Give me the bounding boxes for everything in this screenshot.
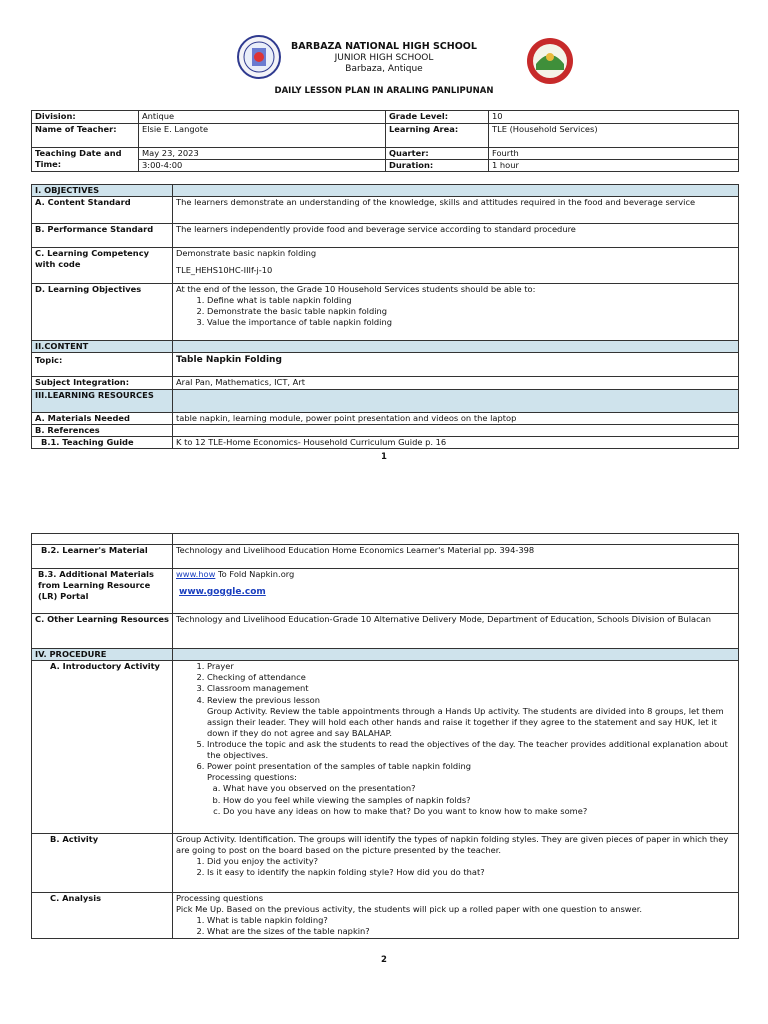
learning-objectives-intro: At the end of the lesson, the Grade 10 Household Services students should be able to:	[176, 284, 536, 294]
resources-section: III.LEARNING RESOURCES	[32, 390, 173, 413]
area-label: Learning Area:	[386, 124, 489, 148]
intro-item: 5. Introduce the topic and ask the students to read the objectives of the day. The teacher provides additional explanation about the objectives.	[207, 739, 735, 761]
quarter-value: Fourth	[489, 148, 739, 160]
google-link[interactable]: www.goggle.com	[179, 587, 266, 597]
teaching-guide-label: B.1. Teaching Guide	[32, 437, 173, 449]
integration-label: Subject Integration:	[32, 377, 173, 390]
content-standard: The learners demonstrate an understanding of the knowledge, skills and attitudes required in the food and beverage service	[173, 197, 739, 224]
content-section: II.CONTENT	[32, 341, 173, 353]
duration-value: 1 hour	[489, 160, 739, 172]
topic-label: Topic:	[32, 353, 173, 377]
howto-link-text: To Fold Napkin.org	[215, 569, 295, 579]
references-label: B. References	[32, 425, 173, 437]
analysis-processing: Processing questions	[176, 893, 264, 903]
analysis-question: 2. What are the sizes of the table napkin?	[207, 926, 735, 937]
intro-item: 6. Power point presentation of the samples of table napkin folding	[207, 761, 735, 772]
objective-item: 3. Value the importance of table napkin folding	[207, 317, 735, 328]
school-name: BARBAZA NATIONAL HIGH SCHOOL	[291, 41, 477, 52]
competency: Demonstrate basic napkin folding	[176, 248, 317, 258]
processing-question: b. How do you feel while viewing the samples of napkin folds?	[223, 795, 735, 806]
quarter-label: Quarter:	[386, 148, 489, 160]
lesson-table-page1	[31, 184, 739, 449]
processing-label: Processing questions:	[207, 772, 297, 783]
activity-text: Group Activity. Identification. The groups will identify the types of napkin folding styles. They are given pieces of paper in which they are going to post on the board based on the picture presented by the teacher.	[176, 834, 729, 855]
page-number-2: 2	[381, 955, 387, 965]
intro-item: 4. Review the previous lesson	[207, 695, 735, 706]
intro-item: 2. Checking of attendance	[207, 672, 735, 683]
time-value: 3:00-4:00	[139, 160, 386, 172]
analysis-text: Pick Me Up. Based on the previous activity, the students will pick up a rolled paper with one question to answer.	[176, 904, 642, 914]
date-label: Teaching Date and Time:	[32, 148, 139, 172]
date-value: May 23, 2023	[139, 148, 386, 160]
division-value: Antique	[139, 111, 386, 124]
activity-question: 2. Is it easy to identify the napkin folding style? How did you do that?	[207, 867, 735, 878]
info-table	[31, 110, 739, 172]
other-resources-label: C. Other Learning Resources	[32, 614, 173, 649]
howto-link[interactable]: www.how	[176, 569, 216, 579]
division-label: Division:	[32, 111, 139, 124]
page-number-1: 1	[381, 452, 387, 462]
introductory-activity-label: A. Introductory Activity	[32, 661, 173, 834]
performance-standard: The learners independently provide food and beverage service according to standard procedure	[173, 224, 739, 248]
procedure-section: IV. PROCEDURE	[32, 649, 173, 661]
additional-materials-label: B.3. Additional Materials from Learning Resource (LR) Portal	[32, 569, 173, 614]
school-level: JUNIOR HIGH SCHOOL	[334, 52, 434, 63]
teacher-value: Elsie E. Langote	[139, 124, 386, 148]
school-location: Barbaza, Antique	[345, 64, 423, 74]
materials: table napkin, learning module, power point presentation and videos on the laptop	[173, 413, 739, 425]
content-standard-label: A. Content Standard	[32, 197, 173, 224]
learners-material: Technology and Livelihood Education Home Economics Learner's Material pp. 394-398	[173, 545, 739, 569]
plan-title: DAILY LESSON PLAN IN ARALING PANLIPUNAN	[274, 86, 494, 96]
performance-standard-label: B. Performance Standard	[32, 224, 173, 248]
lesson-table-page2	[31, 533, 739, 939]
competency-code: TLE_HEHS10HC-IIIf-j-10	[176, 265, 273, 275]
school-header	[0, 41, 768, 76]
objectives-section: I. OBJECTIVES	[32, 185, 173, 197]
topic: Table Napkin Folding	[173, 353, 739, 377]
learners-material-label: B.2. Learner's Material	[32, 545, 173, 569]
teacher-label: Name of Teacher:	[32, 124, 139, 148]
activity-question: 1. Did you enjoy the activity?	[207, 856, 735, 867]
other-resources: Technology and Livelihood Education-Grade 10 Alternative Delivery Mode, Department of Education, Schools Division of Bulacan	[173, 614, 739, 649]
intro-item: 1. Prayer	[207, 661, 735, 672]
grade-value: 10	[489, 111, 739, 124]
analysis-label: C. Analysis	[32, 893, 173, 939]
learning-objectives-label: D. Learning Objectives	[32, 284, 173, 341]
intro-group-activity: Group Activity. Review the table appointments through a Hands Up activity. The students are divided into 8 groups, let them assign their leader. They will hold each other hands and raise it together if they agree to the statement and say HUK, let it down if they do not agree and say BALAHAP.	[207, 705, 724, 738]
objective-item: 1. Define what is table napkin folding	[207, 295, 735, 306]
teaching-guide: K to 12 TLE-Home Economics- Household Curriculum Guide p. 16	[173, 437, 739, 449]
materials-label: A. Materials Needed	[32, 413, 173, 425]
processing-question: c. Do you have any ideas on how to make that? Do you want to know how to make some?	[223, 806, 735, 817]
competency-label: C. Learning Competency with code	[32, 248, 173, 284]
activity-label: B. Activity	[32, 834, 173, 893]
processing-question: a. What have you observed on the presentation?	[223, 783, 735, 794]
intro-item: 3. Classroom management	[207, 683, 735, 694]
grade-label: Grade Level:	[386, 111, 489, 124]
objective-item: 2. Demonstrate the basic table napkin folding	[207, 306, 735, 317]
duration-label: Duration:	[386, 160, 489, 172]
analysis-question: 1. What is table napkin folding?	[207, 915, 735, 926]
area-value: TLE (Household Services)	[489, 124, 739, 148]
integration: Aral Pan, Mathematics, ICT, Art	[173, 377, 739, 390]
